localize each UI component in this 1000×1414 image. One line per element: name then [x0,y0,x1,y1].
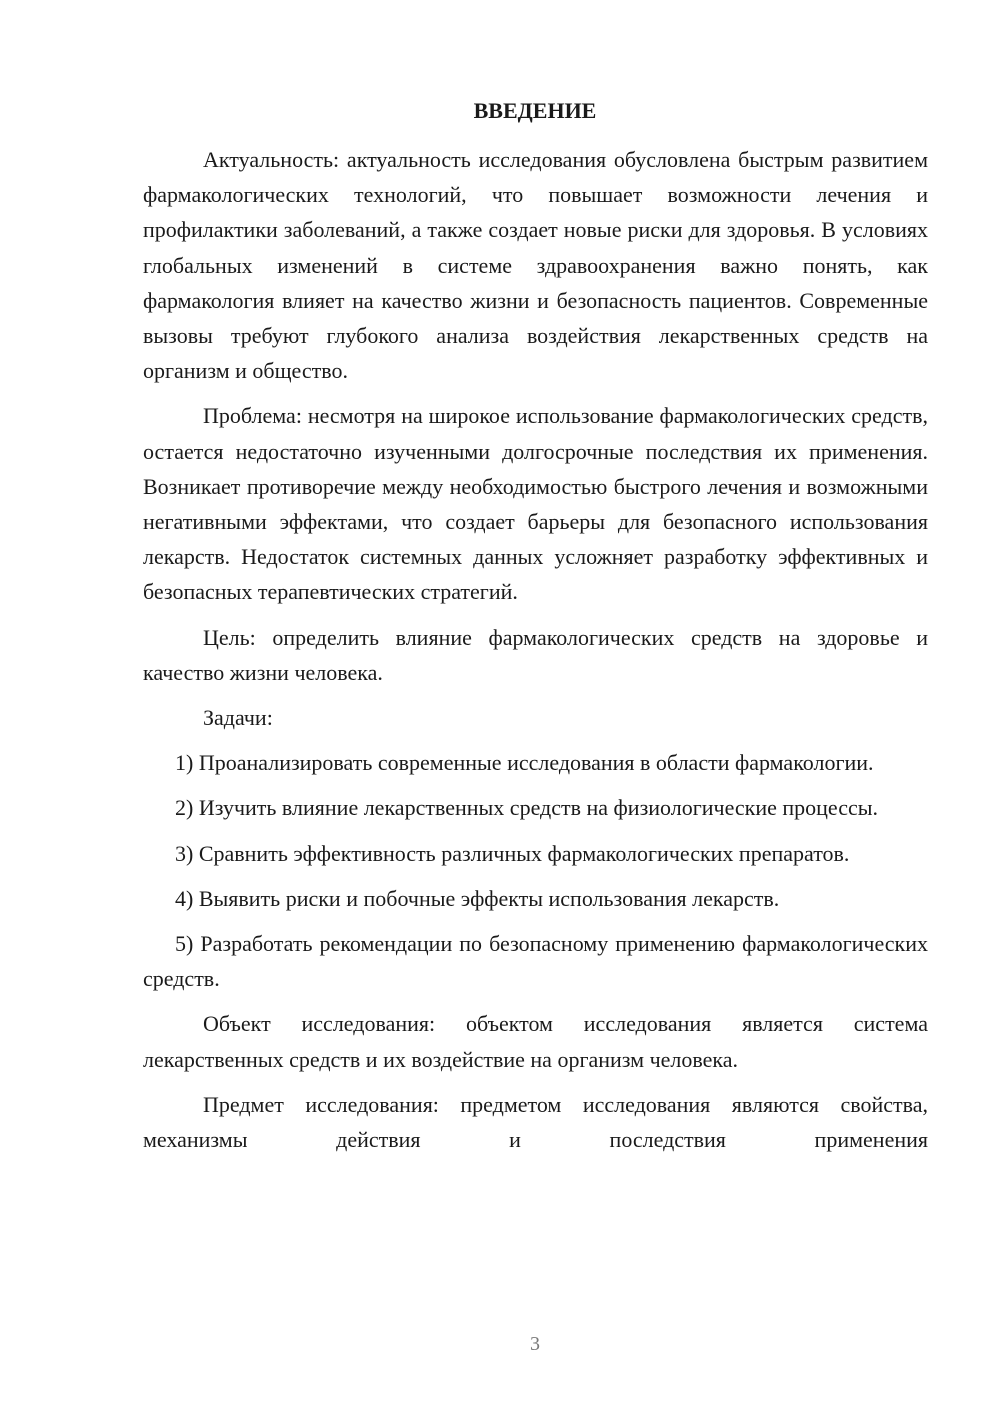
paragraph-object: Объект исследования: объектом исследования является система лекарственных средств и их воздействие на организм человека. [143,1011,928,1072]
task-item-2: 2) Изучить влияние лекарственных средств на физиологические процессы. [175,795,879,821]
page-number: 3 [530,1333,540,1355]
task-item-4: 4) Выявить риски и побочные эффекты использования лекарств. [175,885,780,911]
paragraph-relevance: Актуальность: актуальность исследования обусловлена быстрым развитием фармакологических технологий, что повышает возможности лечения и профилактики заболеваний, а также создает новые риски для здоровья. В условиях глобальных изменений в системе здравоохранения важно понять, как фармакология влияет на качество жизни и безопасность пациентов. Современные вызовы требуют глубокого анализа воздействия лекарственных средств на организм и общество. [143,147,928,384]
task-item-5: 5) Разработать рекомендации по безопасному применению фармакологических средств. [143,931,928,992]
document-body [143,142,928,1157]
paragraph-subject: Предмет исследования: предметом исследования являются свойства, механизмы действия и последствия применения [143,1091,928,1153]
paragraph-goal: Цель: определить влияние фармакологических средств на здоровье и качество жизни человека. [143,624,928,685]
task-item-3: 3) Сравнить эффективность различных фармакологических препаратов. [175,840,850,866]
paragraph-problem: Проблема: несмотря на широкое использование фармакологических средств, остается недостаточно изученными долгосрочные последствия их применения. Возникает противоречие между необходимостью быстрого лечения и возможными негативными эффектами, что создает барьеры для безопасного использования лекарств. Недостаток системных данных усложняет разработку эффективных и безопасных терапевтических стратегий. [143,403,928,605]
task-item-1: 1) Проанализировать современные исследования в области фармакологии. [175,750,874,776]
page-title: ВВЕДЕНИЕ [473,98,597,123]
tasks-title: Задачи: [203,705,273,731]
